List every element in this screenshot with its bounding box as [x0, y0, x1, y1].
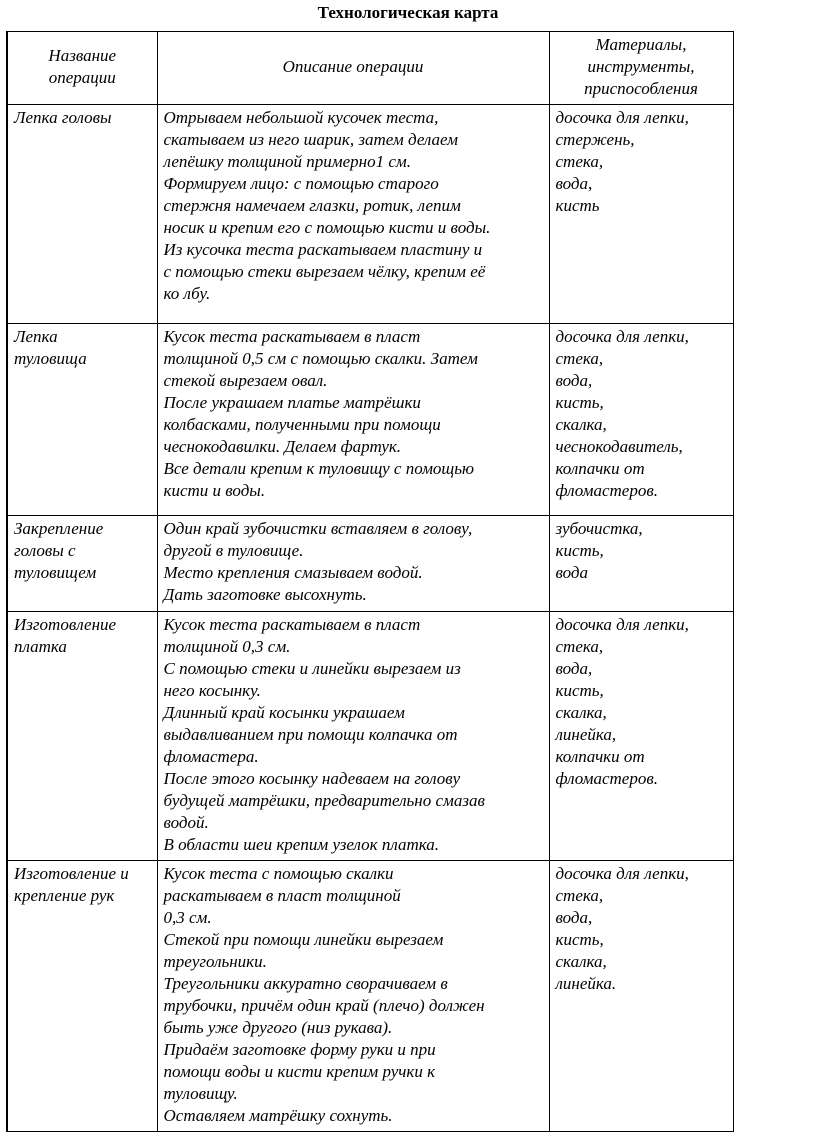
cell-text: досочка для лепки,	[555, 327, 689, 346]
cell-text: вода,	[555, 371, 593, 390]
cell-text: досочка для лепки,	[555, 615, 689, 634]
cell-text: Кусок теста с помощью скалки	[163, 864, 394, 883]
table-row	[7, 324, 733, 516]
cell-text: вода,	[555, 908, 593, 927]
operation-name-cell	[7, 612, 157, 861]
cell-text: стержня намечаем глазки, ротик, лепим	[163, 196, 461, 215]
cell-text: чеснокодавитель,	[555, 437, 683, 456]
cell-text: С помощью стеки и линейки вырезаем из	[163, 659, 461, 678]
cell-text: скалка,	[555, 703, 607, 722]
header-materials	[549, 32, 733, 105]
cell-text: Дать заготовке высохнуть.	[163, 585, 367, 604]
cell-text: Изготовление	[14, 615, 117, 634]
header-operation-name	[7, 32, 157, 105]
operation-description-cell	[157, 324, 549, 516]
header-text: операции	[48, 68, 116, 87]
operation-description-cell	[157, 105, 549, 324]
cell-text: носик и крепим его с помощью кисти и воды.	[163, 218, 491, 237]
cell-text: выдавливанием при помощи колпачка от	[163, 725, 458, 744]
cell-text: зубочистка,	[555, 519, 643, 538]
table-header-row	[7, 32, 733, 105]
cell-text: с помощью стеки вырезаем чёлку, крепим её	[163, 262, 486, 281]
cell-text: Один край зубочистки вставляем в голову,	[163, 519, 473, 538]
cell-text: туловищем	[14, 563, 97, 582]
cell-text: После этого косынку надеваем на голову	[163, 769, 461, 788]
cell-text: стека,	[555, 637, 604, 656]
operation-name-cell	[7, 516, 157, 612]
cell-text: раскатываем в пласт толщиной	[163, 886, 401, 905]
operation-name-cell	[7, 861, 157, 1132]
header-operation-description	[157, 32, 549, 105]
cell-text: платка	[14, 637, 67, 656]
cell-text: Придаём заготовке форму руки и при	[163, 1040, 436, 1059]
cell-text: досочка для лепки,	[555, 108, 689, 127]
table-row	[7, 861, 733, 1132]
cell-text: быть уже другого (низ рукава).	[163, 1018, 393, 1037]
operation-description-cell	[157, 516, 549, 612]
cell-text: фломастеров.	[555, 481, 658, 500]
cell-text: кисти и воды.	[163, 481, 266, 500]
cell-text: чеснокодавилки. Делаем фартук.	[163, 437, 402, 456]
cell-text: другой в туловище.	[163, 541, 304, 560]
cell-text: головы с	[14, 541, 76, 560]
cell-text: Лепка головы	[14, 108, 112, 127]
header-text: Описание операции	[282, 57, 424, 76]
cell-text: ко лбу.	[163, 284, 211, 303]
cell-text: вода,	[555, 174, 593, 193]
cell-text: кисть,	[555, 681, 604, 700]
materials-cell	[549, 324, 733, 516]
cell-text: треугольники.	[163, 952, 267, 971]
cell-text: Лепка	[14, 327, 58, 346]
cell-text: Треугольники аккуратно сворачиваем в	[163, 974, 448, 993]
cell-text: Изготовление и	[14, 864, 129, 883]
cell-text: колбасками, полученными при помощи	[163, 415, 441, 434]
cell-text: После украшаем платье матрёшки	[163, 393, 421, 412]
cell-text: Стекой при помощи линейки вырезаем	[163, 930, 444, 949]
cell-text: стекой вырезаем овал.	[163, 371, 328, 390]
cell-text: скалка,	[555, 952, 607, 971]
cell-text: лепёшку толщиной примерно1 см.	[163, 152, 412, 171]
cell-text: 0,3 см.	[163, 908, 212, 927]
cell-text: Из кусочка теста раскатываем пластину и	[163, 240, 483, 259]
cell-text: кисть,	[555, 930, 604, 949]
cell-text: стержень,	[555, 130, 635, 149]
cell-text: Закрепление	[14, 519, 104, 538]
materials-cell	[549, 516, 733, 612]
cell-text: кисть	[555, 196, 600, 215]
cell-text: Формируем лицо: с помощью старого	[163, 174, 439, 193]
cell-text: стека,	[555, 349, 604, 368]
cell-text: толщиной 0,5 см с помощью скалки. Затем	[163, 349, 478, 368]
cell-text: В области шеи крепим узелок платка.	[163, 835, 440, 854]
cell-text: будущей матрёшки, предварительно смазав	[163, 791, 485, 810]
cell-text: колпачки от	[555, 747, 645, 766]
cell-text: Кусок теста раскатываем в пласт	[163, 615, 421, 634]
header-text: приспособления	[584, 79, 698, 98]
cell-text: досочка для лепки,	[555, 864, 689, 883]
cell-text: Место крепления смазываем водой.	[163, 563, 423, 582]
materials-cell	[549, 105, 733, 324]
cell-text: линейка,	[555, 725, 617, 744]
cell-text: колпачки от	[555, 459, 645, 478]
header-text: инструменты,	[587, 57, 695, 76]
cell-text: вода,	[555, 659, 593, 678]
header-text: Материалы,	[595, 35, 687, 54]
cell-text: помощи воды и кисти крепим ручки к	[163, 1062, 436, 1081]
cell-text: туловища	[14, 349, 87, 368]
cell-text: скалка,	[555, 415, 607, 434]
cell-text: толщиной 0,3 см.	[163, 637, 291, 656]
cell-text: крепление рук	[14, 886, 115, 905]
materials-cell	[549, 861, 733, 1132]
table-row	[7, 105, 733, 324]
cell-text: водой.	[163, 813, 209, 832]
operation-name-cell	[7, 105, 157, 324]
technology-table	[6, 31, 734, 1132]
cell-text: стека,	[555, 152, 604, 171]
operation-name-cell	[7, 324, 157, 516]
cell-text: туловищу.	[163, 1084, 238, 1103]
cell-text: него косынку.	[163, 681, 261, 700]
cell-text: линейка.	[555, 974, 617, 993]
header-text: Название	[48, 46, 117, 65]
cell-text: Оставляем матрёшку сохнуть.	[163, 1106, 393, 1125]
table-row	[7, 516, 733, 612]
cell-text: скатываем из него шарик, затем делаем	[163, 130, 459, 149]
operation-description-cell	[157, 861, 549, 1132]
table-row	[7, 612, 733, 861]
operation-description-cell	[157, 612, 549, 861]
cell-text: Отрываем небольшой кусочек теста,	[163, 108, 439, 127]
cell-text: Кусок теста раскатываем в пласт	[163, 327, 421, 346]
cell-text: Длинный край косынки украшаем	[163, 703, 405, 722]
cell-text: фломастеров.	[555, 769, 658, 788]
cell-text: стека,	[555, 886, 604, 905]
cell-text: Все детали крепим к туловищу с помощью	[163, 459, 474, 478]
cell-text: кисть,	[555, 393, 604, 412]
cell-text: трубочки, причём один край (плечо) должен	[163, 996, 485, 1015]
materials-cell	[549, 612, 733, 861]
cell-text: кисть,	[555, 541, 604, 560]
cell-text: вода	[555, 563, 589, 582]
page-title: Технологическая карта	[317, 3, 499, 22]
cell-text: фломастера.	[163, 747, 259, 766]
